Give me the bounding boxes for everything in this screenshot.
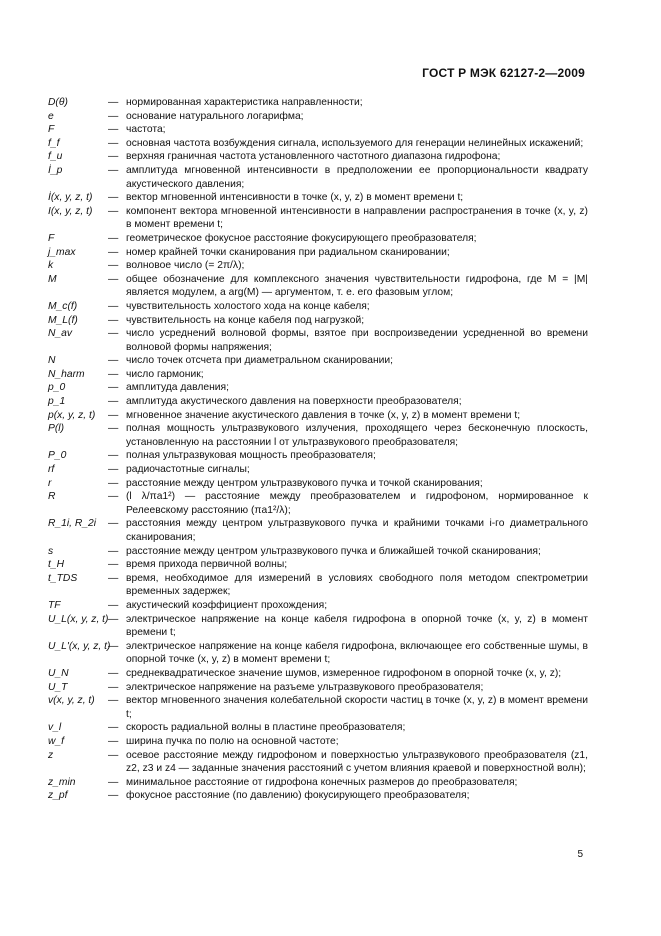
symbol: s <box>48 545 54 557</box>
symbol: M_c(f) <box>48 300 78 312</box>
symbol: p(x, y, z, t) <box>48 409 96 421</box>
definition: осевое расстояние между гидрофоном и поверхностью ультразвукового преобразователя (z1, z2, z3 и z4 — заданные значения расстояний с учетом влияния краевой и поверхностной волн); <box>126 749 588 775</box>
symbol-entry <box>48 572 588 599</box>
definition: электрическое напряжение на разъеме ультразвукового преобразователя; <box>126 681 484 693</box>
dash: — <box>108 681 119 693</box>
symbol: R <box>48 491 56 503</box>
symbol: z <box>48 749 54 761</box>
definition: число гармоник; <box>126 368 204 380</box>
definition: амплитуда давления; <box>126 382 229 394</box>
definition: номер крайней точки сканирования при радиальном сканировании; <box>126 246 450 258</box>
dash: — <box>108 273 119 285</box>
dash: — <box>108 164 119 176</box>
symbol: İ_p <box>48 164 63 176</box>
dash: — <box>108 423 119 435</box>
symbol: e <box>48 110 54 122</box>
definition: расстояние между центром ультразвукового пучка и ближайшей точкой сканирования; <box>126 545 541 557</box>
symbol-entry <box>48 449 588 463</box>
symbol-entry <box>48 314 588 328</box>
dash: — <box>108 559 119 571</box>
definition: основание натурального логарифма; <box>126 110 304 122</box>
symbol: k <box>48 260 54 272</box>
definition: нормированная характеристика направленности; <box>126 97 363 108</box>
dash: — <box>108 124 119 136</box>
definition: скорость радиальной волны в пластине преобразователя; <box>126 722 406 734</box>
dash: — <box>108 667 119 679</box>
dash: — <box>108 368 119 380</box>
symbol: z_pf <box>48 790 68 802</box>
symbol-entry <box>48 721 588 735</box>
symbol: v(x, y, z, t) <box>48 695 95 707</box>
definition: электрическое напряжение на конце кабеля гидрофона в опорной точке (x, y, z) в момент времени t; <box>126 613 588 639</box>
dash: — <box>108 232 119 244</box>
symbol: w_f <box>48 735 65 747</box>
definition: электрическое напряжение на конце кабеля гидрофона, включающее его собственные шумы, в опорной точке (x, y, z) в момент времени t; <box>126 640 588 666</box>
symbol: t_TDS <box>48 572 78 584</box>
symbol: D(θ) <box>48 97 68 108</box>
dash: — <box>108 300 119 312</box>
dash: — <box>108 790 119 802</box>
definition: расстояние между центром ультразвукового пучка и точкой сканирования; <box>126 477 483 489</box>
definition: минимальное расстояние от гидрофона конечных размеров до преобразователя; <box>126 776 518 788</box>
symbol: p_0 <box>48 382 66 394</box>
symbol: rf <box>48 464 55 476</box>
definition: время, необходимое для измерений в условиях свободного поля методом спектрометрии временных задержек; <box>126 572 588 598</box>
symbol-entry <box>48 368 588 382</box>
definition: полная мощность ультразвукового излучения, проходящего через бесконечную плоскость, установленную на расстоянии l от ультразвукового преобразователя; <box>126 423 588 448</box>
symbol: R_1i, R_2i <box>48 518 97 530</box>
definition: вектор мгновенной интенсивности в точке (x, y, z) в момент времени t; <box>126 192 464 204</box>
symbol-entry <box>48 613 588 640</box>
dash: — <box>108 735 119 747</box>
symbol-entry <box>48 477 588 491</box>
definition: полная ультразвуковая мощность преобразователя; <box>126 450 376 462</box>
definition: расстояния между центром ультразвукового пучка и крайними точками i-го диаметрального сканирования; <box>126 518 588 543</box>
symbol: N_harm <box>48 368 85 380</box>
definition: число усреднений волновой формы, взятое при воспроизведении усредненной во времени волновой формы напряжения; <box>126 328 588 353</box>
dash: — <box>108 518 119 530</box>
dash: — <box>108 695 119 707</box>
symbol-entry <box>48 191 588 205</box>
symbol: M_L(f) <box>48 314 78 326</box>
symbol-entry <box>48 463 588 477</box>
dash: — <box>108 464 119 476</box>
symbol: N_av <box>48 328 73 340</box>
dash: — <box>108 545 119 557</box>
symbol-entry <box>48 246 588 260</box>
symbol-entry <box>48 137 588 151</box>
dash: — <box>108 151 119 163</box>
symbol-entry <box>48 232 588 246</box>
definition: волновое число (= 2π/λ); <box>126 260 245 272</box>
symbol: p_1 <box>48 396 66 408</box>
symbol-entry <box>48 409 588 423</box>
definition: число точек отсчета при диаметральном сканировании; <box>126 355 393 367</box>
symbol-entry <box>48 694 588 721</box>
symbol-entry <box>48 667 588 681</box>
definition: компонент вектора мгновенной интенсивности в направлении распространения в точке (x, y, z) в момент времени t; <box>126 205 588 231</box>
symbol: İ(x, y, z, t) <box>48 192 93 204</box>
dash: — <box>108 572 119 584</box>
symbol-entry <box>48 395 588 409</box>
definition: чувствительность холостого хода на конце кабеля; <box>126 300 370 312</box>
symbol-entry <box>48 150 588 164</box>
definition: общее обозначение для комплексного значения чувствительности гидрофона, где M = |M| является модулем, a arg(M) — аргументом, т. е. его фазовым углом; <box>126 273 588 299</box>
dash: — <box>108 192 119 204</box>
symbol-entry <box>48 599 588 613</box>
definition: ширина пучка по полю на основной частоте; <box>126 735 339 747</box>
symbol-entry <box>48 354 588 368</box>
dash: — <box>108 450 119 462</box>
definition: акустический коэффициент прохождения; <box>126 599 328 611</box>
definition: амплитуда мгновенной интенсивности в предположении ее пропорциональности квадрату акустического давления; <box>126 164 588 190</box>
symbol: U_L(x, y, z, t) <box>48 613 109 625</box>
symbol: z_min <box>48 776 76 788</box>
symbol: v_l <box>48 722 62 734</box>
dash: — <box>108 328 119 340</box>
symbol-list <box>48 96 588 803</box>
symbol: F <box>48 124 55 136</box>
symbol: I(x, y, z, t) <box>48 205 93 217</box>
dash: — <box>108 749 119 761</box>
document-header: ГОСТ Р МЭК 62127-2—2009 <box>422 66 585 80</box>
definition: амплитуда акустического давления на поверхности преобразователя; <box>126 396 462 408</box>
symbol-entry <box>48 381 588 395</box>
symbol-entry <box>48 164 588 191</box>
definition: время прихода первичной волны; <box>126 559 288 571</box>
definition: среднеквадратическое значение шумов, измеренное гидрофоном в опорной точке (x, y, z); <box>126 667 562 679</box>
definition: радиочастотные сигналы; <box>126 464 250 476</box>
symbol-entry <box>48 749 588 776</box>
symbol: f_f <box>48 137 60 149</box>
symbol-entry <box>48 205 588 232</box>
dash: — <box>108 314 119 326</box>
dash: — <box>108 97 119 108</box>
definition: частота; <box>126 124 166 136</box>
symbol-entry <box>48 273 588 300</box>
symbol-entry <box>48 96 588 110</box>
symbol: TF <box>48 599 61 611</box>
symbol-entry <box>48 123 588 137</box>
symbol-entry <box>48 640 588 667</box>
symbol: t_H <box>48 559 65 571</box>
definition: фокусное расстояние (по давлению) фокусирующего преобразователя; <box>126 790 470 802</box>
symbol-entry <box>48 422 588 449</box>
symbol: M <box>48 273 57 285</box>
symbol: U_N <box>48 667 69 679</box>
definition: основная частота возбуждения сигнала, используемого для генерации нелинейных искажений; <box>126 137 584 149</box>
dash: — <box>108 110 119 122</box>
symbol: U_T <box>48 681 68 693</box>
definition: геометрическое фокусное расстояние фокусирующего преобразователя; <box>126 232 477 244</box>
dash: — <box>108 260 119 272</box>
symbol-entry <box>48 681 588 695</box>
definition: верхняя граничная частота установленного частотного диапазона гидрофона; <box>126 151 501 163</box>
symbol: P(l) <box>48 423 65 435</box>
dash: — <box>108 246 119 258</box>
symbol-entry <box>48 259 588 273</box>
dash: — <box>108 640 119 652</box>
dash: — <box>108 477 119 489</box>
symbol-entry <box>48 776 588 790</box>
dash: — <box>108 409 119 421</box>
symbol: U_L'(x, y, z, t) <box>48 640 111 652</box>
dash: — <box>108 776 119 788</box>
symbol: P_0 <box>48 450 67 462</box>
definition: вектор мгновенного значения колебательной скорости частиц в точке (x, y, z) в момент времени t; <box>126 695 588 720</box>
dash: — <box>108 491 119 503</box>
dash: — <box>108 137 119 149</box>
symbol-entry <box>48 545 588 559</box>
symbol-entry <box>48 558 588 572</box>
dash: — <box>108 205 119 217</box>
symbol: N <box>48 355 56 367</box>
dash: — <box>108 722 119 734</box>
dash: — <box>108 355 119 367</box>
symbol: f_u <box>48 151 63 163</box>
symbol-entry <box>48 327 588 354</box>
symbol-entry <box>48 517 588 544</box>
symbol-entry <box>48 490 588 517</box>
symbol: j_max <box>48 246 76 258</box>
definition: мгновенное значение акустического давления в точке (x, y, z) в момент времени t; <box>126 409 521 421</box>
page-number: 5 <box>577 849 583 860</box>
symbol-entry <box>48 789 588 803</box>
dash: — <box>108 613 119 625</box>
dash: — <box>108 599 119 611</box>
symbol: r <box>48 477 52 489</box>
definition: чувствительность на конце кабеля под нагрузкой; <box>126 314 365 326</box>
dash: — <box>108 396 119 408</box>
symbol-entry <box>48 735 588 749</box>
definition: (l λ/πa1²) — расстояние между преобразователем и гидрофоном, нормированное к Релеевскому расстоянию (πa1²/λ); <box>126 491 588 516</box>
dash: — <box>108 382 119 394</box>
symbol-entry <box>48 110 588 124</box>
symbol-entry <box>48 300 588 314</box>
symbol: F <box>48 232 55 244</box>
